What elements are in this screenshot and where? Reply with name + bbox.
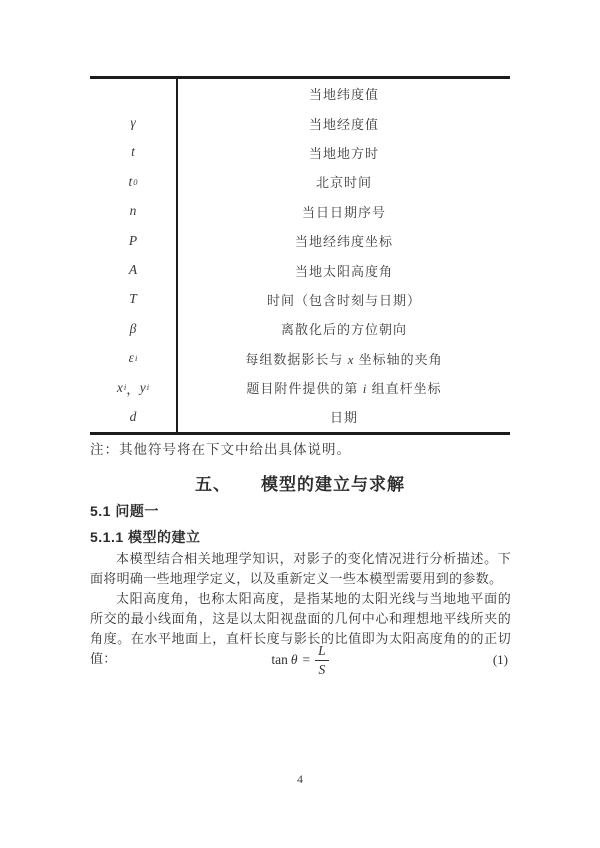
description-cell: 日期 — [329, 410, 358, 426]
subsection-heading-model-setup: 5.1.1 模型的建立 — [90, 529, 201, 545]
description-cell: 当地纬度值 — [308, 87, 379, 103]
math-variable: ε — [128, 350, 134, 366]
description-cell: 当地经度值 — [308, 116, 379, 132]
table-row — [90, 167, 510, 196]
description-cell: 时间（包含时刻与日期） — [266, 292, 421, 308]
math-variable: A — [128, 262, 138, 278]
symbol-cell — [90, 79, 178, 108]
subscript: i — [123, 382, 127, 393]
theta-variable: θ — [290, 652, 298, 667]
page-number: 4 — [297, 772, 303, 786]
math-variable: γ — [130, 115, 136, 131]
math-variable: β — [129, 320, 137, 336]
math-variable: n — [129, 203, 137, 219]
table-row — [90, 402, 510, 431]
tan-function: tan — [271, 652, 288, 667]
section-number: 五、 — [195, 475, 231, 494]
table-row — [90, 285, 510, 314]
description-cell: 题目附件提供的第 i 组直杆坐标 — [246, 381, 442, 397]
description-cell: 北京时间 — [315, 175, 372, 191]
symbol-cell — [90, 402, 178, 431]
description-cell: 当日日期序号 — [301, 204, 386, 220]
equation-1 — [90, 641, 510, 679]
subscript: i — [146, 382, 150, 393]
math-variable: y — [139, 379, 146, 395]
table-row — [90, 79, 510, 108]
description-cell: 离散化后的方位朝向 — [280, 322, 407, 338]
symbol-cell: x i ， y i — [90, 373, 178, 402]
math-variable: d — [129, 408, 137, 424]
symbol-cell — [90, 285, 178, 314]
paragraph: 本模型结合相关地理学知识，对影子的变化情况进行分析描述。下面将明确一些地理学定义，以及重新定义一些本模型需要用到的参数。 — [90, 551, 511, 586]
fraction-denominator: S — [318, 661, 326, 677]
symbol-cell — [90, 344, 178, 373]
subscript: i — [134, 352, 138, 363]
equals-sign: = — [302, 652, 311, 667]
table-row — [90, 138, 510, 167]
table-row — [90, 314, 510, 343]
math-variable: x — [347, 351, 355, 367]
symbol-cell — [90, 197, 178, 226]
section-title: 模型的建立与求解 — [261, 475, 405, 494]
description-cell: 当地地方时 — [308, 145, 379, 161]
symbol-cell — [90, 314, 178, 343]
table-row — [90, 373, 510, 402]
fraction — [315, 643, 329, 677]
equation-number: (1) — [492, 652, 508, 667]
subscript: 0 — [133, 176, 138, 187]
table-row — [90, 108, 510, 137]
math-variable: t — [128, 173, 133, 189]
math-variable: P — [128, 232, 138, 248]
paragraph: 太阳高度角，也称太阳高度，是指某地的太阳光线与当地地平面的所交的最小线面角，这是以太阳视盘面的几何中心和理想地平线所夹的角度。在水平地面上，直杆长度与影长的比值即为太阳高度角的的正切值： — [90, 591, 511, 666]
description-cell: 每组数据影长与 x 坐标轴的夹角 — [245, 351, 443, 367]
table-row — [90, 255, 510, 284]
symbol-cell — [90, 138, 178, 167]
math-variable: T — [129, 291, 137, 307]
subsection-heading-problem-one: 5.1 问题一 — [90, 503, 159, 519]
table-row — [90, 197, 510, 226]
symbol-cell — [90, 167, 178, 196]
symbol-cell — [90, 226, 178, 255]
math-variable: x — [116, 379, 123, 395]
symbol-table-body — [90, 79, 510, 432]
fraction-numerator: L — [315, 643, 329, 661]
description-cell: 当地经纬度坐标 — [294, 234, 393, 250]
section-heading — [0, 470, 600, 495]
equation-body — [271, 643, 328, 677]
description-cell: 当地太阳高度角 — [294, 263, 393, 279]
table-row — [90, 226, 510, 255]
math-variable: t — [131, 144, 135, 160]
table-row — [90, 344, 510, 373]
math-variable: i — [362, 381, 368, 397]
symbol-table — [90, 76, 510, 435]
symbol-cell — [90, 255, 178, 284]
symbol-cell — [90, 108, 178, 137]
table-note: 注：其他符号将在下文中给出具体说明。 — [90, 442, 351, 457]
